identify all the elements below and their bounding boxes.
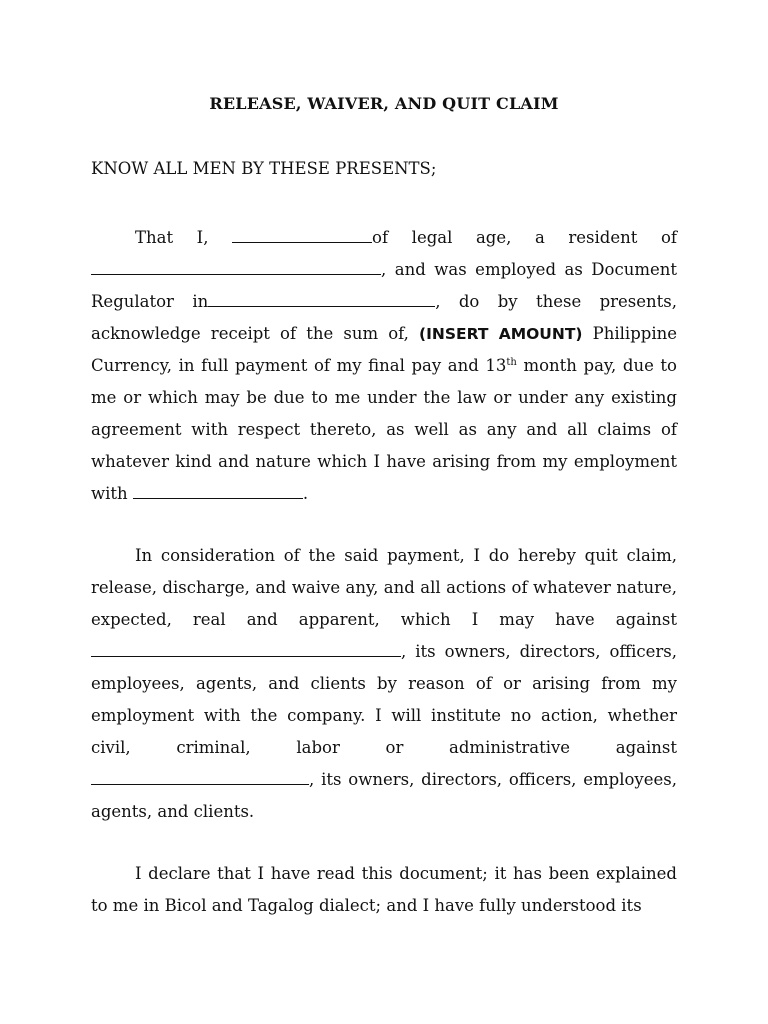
paragraph-receipt <box>91 222 677 510</box>
salutation: KNOW ALL MEN BY THESE PRESENTS; <box>91 159 437 178</box>
text-segment: Philippine Currency, in full payment of my final pay and 13 <box>91 324 677 375</box>
text-segment: I declare that I have read this document; it has been explained to me in Bicol and Tagalog dialect; and I have fully understood its <box>91 864 677 915</box>
text-segment: of legal age, a resident of <box>372 228 677 247</box>
paragraph-waiver <box>91 540 677 828</box>
document-title: RELEASE, WAIVER, AND QUIT CLAIM <box>209 94 559 113</box>
text-segment: , and was employed as Document Regulator in <box>91 260 677 311</box>
blank-company <box>133 484 303 499</box>
text-segment: . <box>302 484 309 503</box>
blank-company <box>91 770 309 785</box>
blank-name <box>232 228 372 243</box>
text-segment: , its owners, directors, officers, employees, agents, and clients by reason of or arising from my employment with the company. I will institute no action, whether civil, criminal, labor or administrative against <box>91 642 677 757</box>
blank-employer <box>208 292 435 307</box>
paragraph-declaration <box>91 858 677 922</box>
amount-placeholder: (INSERT AMOUNT) <box>419 325 583 343</box>
text-segment: , do by these presents, acknowledge receipt of the sum of, <box>91 292 677 343</box>
text-segment: month pay, due to me or which may be due to me under the law or under any existing agreement with respect thereto, as well as any and all claims of whatever kind and nature which I have arising from my employment with <box>91 356 677 503</box>
text-segment: , its owners, directors, officers, employees, agents, and clients. <box>91 770 677 821</box>
blank-residence <box>91 260 381 275</box>
blank-company <box>91 642 401 657</box>
ordinal-suffix: th <box>506 357 517 368</box>
text-segment: In consideration of the said payment, I do hereby quit claim, release, discharge, and waive any, and all actions of whatever nature, expected, real and apparent, which I may have against <box>91 546 677 629</box>
text-segment: That I, <box>135 228 209 247</box>
